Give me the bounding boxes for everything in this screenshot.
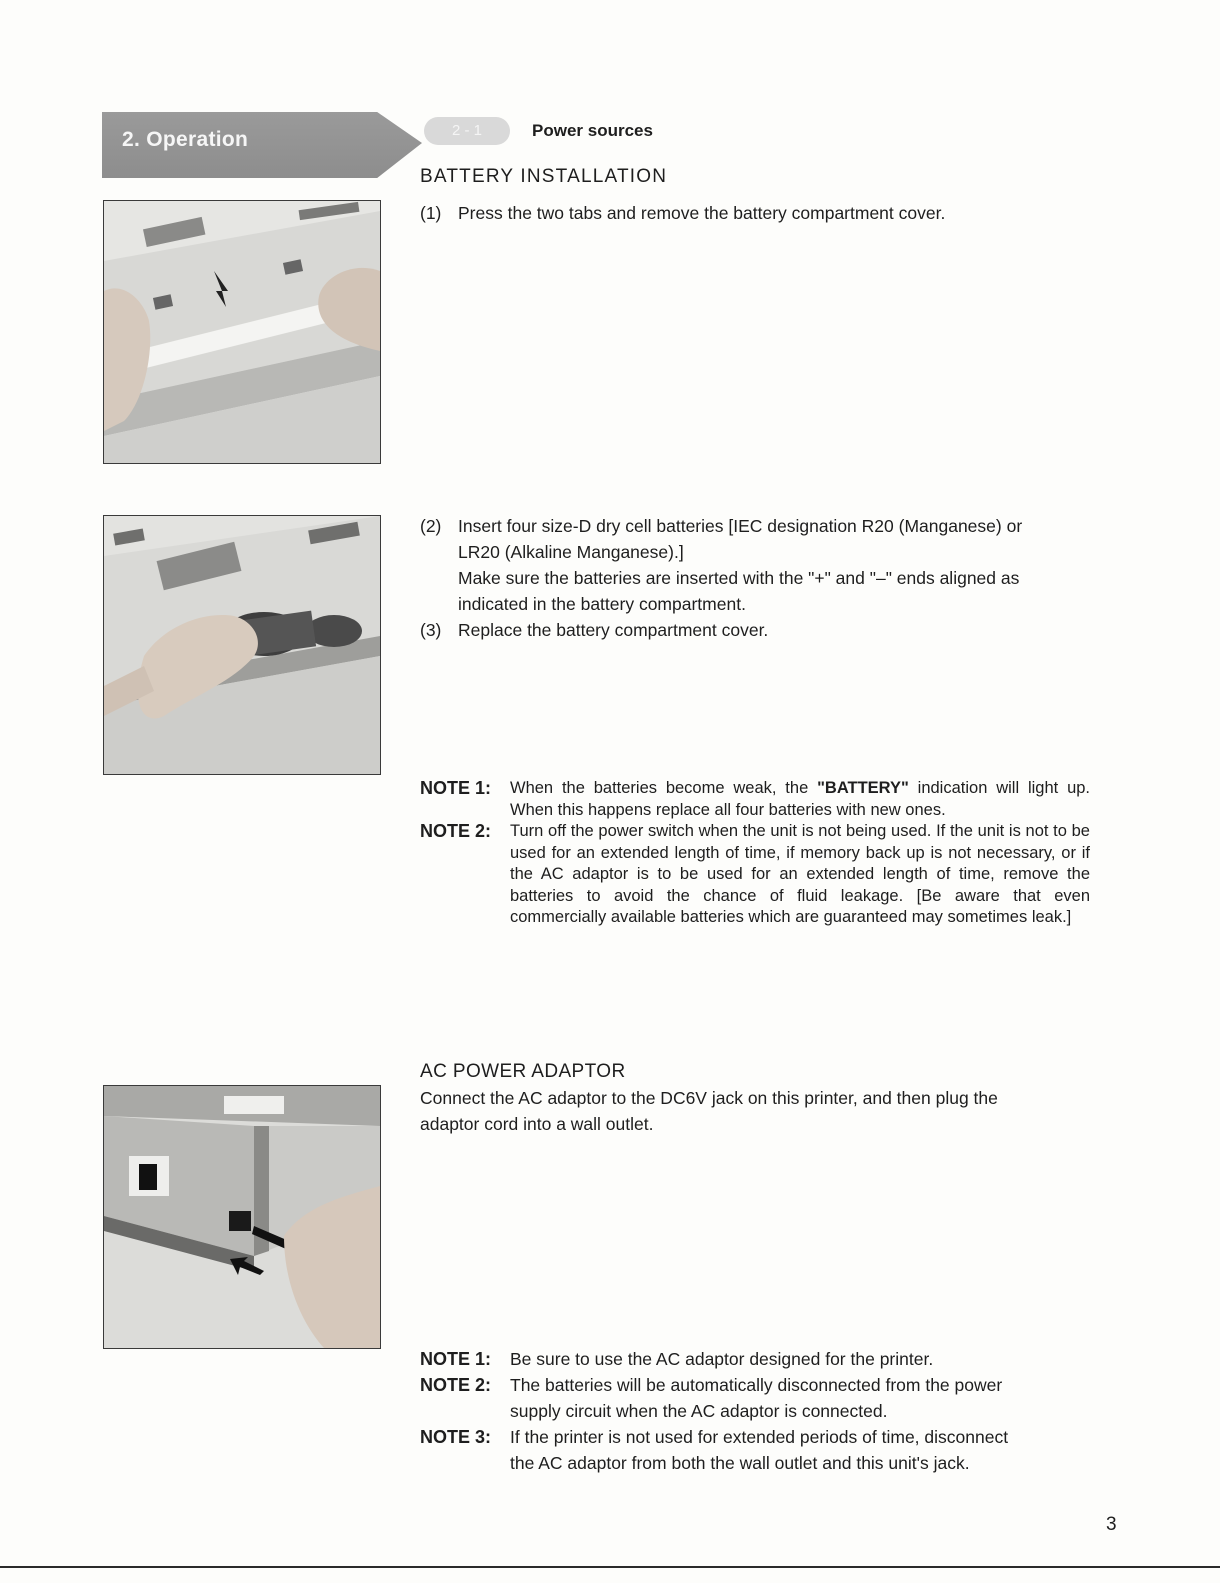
battery-notes	[420, 778, 1090, 929]
ac-adaptor-heading: AC POWER ADAPTOR	[420, 1061, 626, 1082]
step-3-text: Replace the battery compartment cover.	[458, 620, 769, 640]
step-2-number: (2)	[420, 516, 442, 536]
battery-installation-heading: BATTERY INSTALLATION	[420, 166, 668, 187]
bottom-rule	[0, 1566, 1220, 1568]
ac-note-2-line-1: The batteries will be automatically disconnected from the power	[510, 1375, 1003, 1395]
battery-note-2	[420, 821, 1090, 929]
ac-note-3-line-2: the AC adaptor from both the wall outlet and this unit's jack.	[510, 1453, 970, 1473]
ac-note-1-text: Be sure to use the AC adaptor designed for the printer.	[510, 1349, 934, 1369]
battery-note-2-label: NOTE 2:	[420, 821, 492, 841]
ac-adaptor-line-1: Connect the AC adaptor to the DC6V jack on this printer, and then plug the	[420, 1088, 998, 1108]
subsection-number-badge: 2 - 1	[424, 117, 510, 145]
step-2-line-3: Make sure the batteries are inserted with the "+" and "–" ends aligned as	[458, 568, 1020, 588]
step-2-line-4: indicated in the battery compartment.	[458, 594, 746, 614]
ac-note-1-label: NOTE 1:	[420, 1349, 492, 1369]
step-1	[420, 200, 945, 226]
battery-note-1-text-a: When the batteries become weak, the	[510, 779, 818, 797]
ac-note-3	[420, 1424, 1092, 1476]
ac-note-3-label: NOTE 3:	[420, 1427, 492, 1447]
battery-note-1	[420, 778, 1090, 821]
battery-indicator-name: "BATTERY"	[817, 779, 909, 797]
subsection-title: Power sources	[532, 121, 653, 140]
photo-ac-jack	[103, 1085, 381, 1349]
ac-note-3-line-1: If the printer is not used for extended periods of time, disconnect	[510, 1427, 1009, 1447]
ac-note-2	[420, 1372, 1092, 1424]
photo-remove-cover	[103, 200, 381, 464]
step-2-line-2: LR20 (Alkaline Manganese).]	[458, 542, 684, 562]
step-1-text: Press the two tabs and remove the battery compartment cover.	[458, 203, 946, 223]
ac-adaptor-instructions	[420, 1085, 1092, 1137]
step-3-number: (3)	[420, 620, 442, 640]
battery-note-1-label: NOTE 1:	[420, 778, 492, 798]
ac-notes	[420, 1346, 1092, 1476]
ac-note-2-line-2: supply circuit when the AC adaptor is connected.	[510, 1401, 888, 1421]
photo-insert-batteries	[103, 515, 381, 775]
battery-note-1-text-b: indication will light up. When this happens replace all four batteries with new ones.	[510, 779, 1091, 819]
page-number: 3	[1106, 1514, 1117, 1535]
ac-note-1	[420, 1346, 1092, 1372]
battery-note-2-text: Turn off the power switch when the unit is not being used. If the unit is not to be used for an extended length of time, if memory back up is not necessary, or if the AC adaptor is to be used for an extended length of time, remove the batteries to avoid the chance of fluid leakage. [Be aware that even commercially available batteries which are guaranteed may sometimes leak.]	[510, 822, 1090, 926]
section-label: 2. Operation	[122, 128, 249, 151]
ac-adaptor-line-2: adaptor cord into a wall outlet.	[420, 1114, 654, 1134]
ac-note-2-label: NOTE 2:	[420, 1375, 492, 1395]
step-2-line-1: Insert four size-D dry cell batteries [IEC designation R20 (Manganese) or	[458, 516, 1023, 536]
step-2	[420, 513, 1090, 643]
step-1-number: (1)	[420, 203, 442, 223]
